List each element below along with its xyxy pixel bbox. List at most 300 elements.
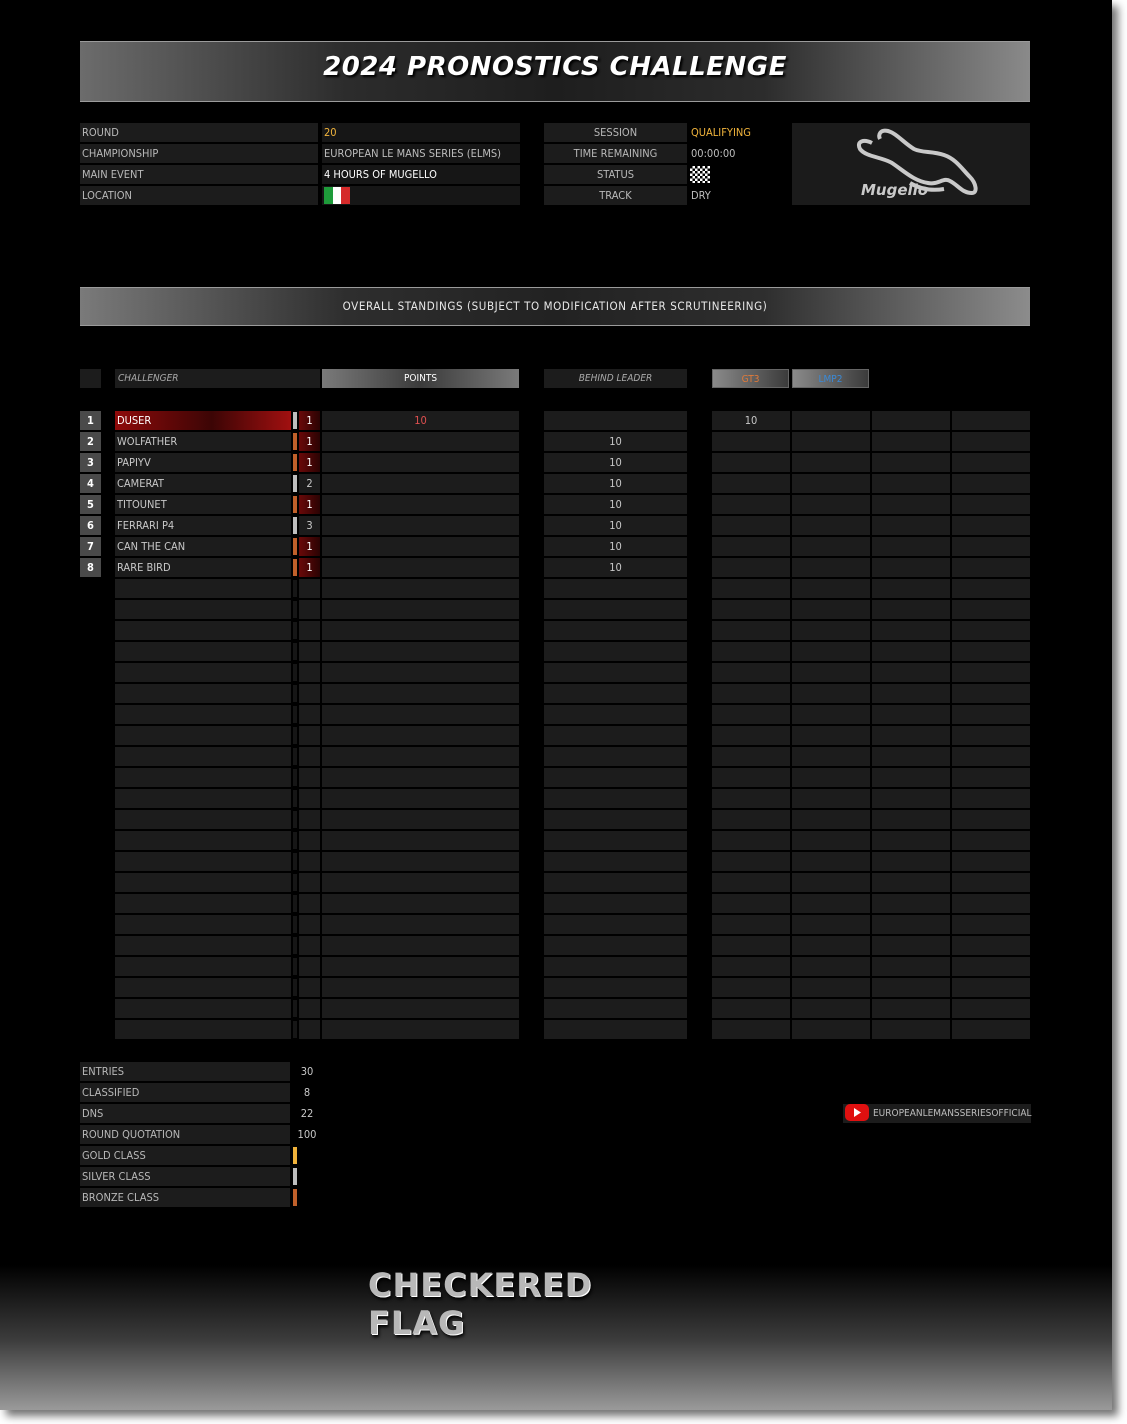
tier-cell-empty [299,978,320,997]
behind-cell-bg [544,894,687,913]
class-stripe [293,475,297,492]
tier-cell: 1 [299,537,320,556]
rank-cell: 1 [80,411,101,430]
behind-cell-bg [544,726,687,745]
points-cell-bg [322,831,519,850]
gold-class-swatch [293,1147,297,1164]
class-cell-bg-2 [872,642,950,661]
class-stripe [293,412,297,429]
behind-cell-bg [544,852,687,871]
class-cell-bg-2 [872,495,950,514]
class-cell-bg-2 [872,537,950,556]
checkered-flag-icon [690,166,710,183]
class-stripe [293,496,297,513]
behind-cell-bg [544,684,687,703]
class-stripe [293,979,297,996]
behind-cell-bg [544,600,687,619]
behind-cell-bg [544,810,687,829]
class-cell-bg-3 [952,600,1030,619]
class-cell-bg-2 [872,579,950,598]
points-value [322,537,519,556]
challenger-name-empty [115,852,291,871]
class-cell-bg-1 [792,516,870,535]
class-cell-bg-1 [792,558,870,577]
class-stripe [293,853,297,870]
info-label-3: LOCATION [80,186,318,205]
info-value-1: EUROPEAN LE MANS SERIES (ELMS) [324,147,502,160]
class-stripe [293,643,297,660]
class-cell-bg-1 [792,978,870,997]
class-stripe [293,895,297,912]
info-label-1: CHAMPIONSHIP [80,144,318,163]
behind-cell-bg [544,873,687,892]
class-cell-bg-3 [952,873,1030,892]
class-cell-bg-0 [712,852,790,871]
behind-cell-bg [544,999,687,1018]
challenger-name-empty [115,579,291,598]
class-cell-bg-0 [712,621,790,640]
class-stripe [293,580,297,597]
rank-cell: 6 [80,516,101,535]
points-cell-bg [322,936,519,955]
behind-leader-value: 10 [609,477,622,490]
stat-label-4: GOLD CLASS [80,1146,290,1165]
class-cell-bg-3 [952,579,1030,598]
class-stripe [293,790,297,807]
class-cell-bg-1 [792,537,870,556]
class-cell-bg-0 [712,978,790,997]
points-cell-bg [322,579,519,598]
class-cell-bg-3 [952,915,1030,934]
stat-label-5: SILVER CLASS [80,1167,290,1186]
stat-label-2: DNS [80,1104,290,1123]
class-cell-bg-1 [792,642,870,661]
class-cell-bg-3 [952,474,1030,493]
class-cell-bg-2 [872,453,950,472]
gt3-points-value [712,453,790,472]
behind-cell-bg [544,978,687,997]
footer-text: CHECKERED FLAG [368,1266,593,1342]
standings-title: OVERALL STANDINGS (SUBJECT TO MODIFICATION AFTER SCRUTINEERING) [342,299,768,313]
challenger-name-empty [115,957,291,976]
class-cell-bg-1 [792,474,870,493]
class-cell-bg-0 [712,705,790,724]
rank-cell: 8 [80,558,101,577]
tier-cell-empty [299,642,320,661]
challenger-header: CHALLENGER [115,369,320,388]
points-cell-bg [322,915,519,934]
rank-cell: 5 [80,495,101,514]
points-cell-bg [322,873,519,892]
points-cell-bg [322,663,519,682]
class-cell-bg-2 [872,600,950,619]
gt3-class-header: GT3 [712,369,789,388]
challenger-name-empty [115,810,291,829]
behind-leader-value: 10 [609,519,622,532]
class-cell-bg-2 [872,768,950,787]
class-cell-bg-2 [872,810,950,829]
youtube-channel: EUROPEANLEMANSSERIESOFFICIAL [873,1108,1032,1119]
info-value-2: 4 HOURS OF MUGELLO [324,168,437,181]
class-cell-bg-1 [792,894,870,913]
class-cell-bg-3 [952,810,1030,829]
stat-value-1: 8 [303,1086,311,1099]
behind-cell-bg [544,831,687,850]
class-stripe [293,706,297,723]
tier-cell-empty [299,726,320,745]
class-cell-bg-0 [712,684,790,703]
tier-cell: 1 [299,411,320,430]
gt3-points-value [712,495,790,514]
class-stripe [293,874,297,891]
tier-cell-empty [299,999,320,1018]
points-cell-bg [322,810,519,829]
challenger-name-empty [115,621,291,640]
class-cell-bg-1 [792,999,870,1018]
behind-cell-bg [544,957,687,976]
class-cell-bg-1 [792,600,870,619]
tier-cell-empty [299,936,320,955]
footer-logo [368,1266,695,1342]
tier-cell-empty [299,1020,320,1039]
gt3-points-value [712,558,790,577]
challenger-name-empty [115,663,291,682]
class-cell-bg-1 [792,621,870,640]
class-cell-bg-1 [792,810,870,829]
class-cell-bg-3 [952,936,1030,955]
info-label-2: MAIN EVENT [80,165,318,184]
rank-cell: 3 [80,453,101,472]
behind-cell-bg [544,579,687,598]
challenger-name[interactable]: PAPIYV [115,453,291,472]
youtube-icon [845,1104,869,1121]
class-cell-bg-1 [792,831,870,850]
info-value-bg-0 [322,123,520,142]
gt3-points-value [712,516,790,535]
class-cell-bg-0 [712,831,790,850]
behind-leader-value: 10 [609,561,622,574]
stat-label-1: CLASSIFIED [80,1083,290,1102]
challenger-name-empty [115,600,291,619]
info-value-bg-3 [322,186,520,205]
class-cell-bg-2 [872,1020,950,1039]
class-cell-bg-1 [792,495,870,514]
class-stripe [293,832,297,849]
class-cell-bg-3 [952,432,1030,451]
class-cell-bg-1 [792,852,870,871]
class-stripe [293,916,297,933]
class-cell-bg-3 [952,957,1030,976]
class-cell-bg-2 [872,663,950,682]
behind-cell-bg [544,705,687,724]
behind-cell-bg [544,936,687,955]
class-cell-bg-2 [872,726,950,745]
track-logo-text: Mugello [861,181,929,199]
tier-cell-empty [299,810,320,829]
rank-cell: 4 [80,474,101,493]
points-value [322,432,519,451]
behind-cell-bg [544,915,687,934]
class-cell-bg-2 [872,432,950,451]
class-cell-bg-1 [792,411,870,430]
points-cell-bg [322,726,519,745]
class-cell-bg-3 [952,1020,1030,1039]
behind-leader-header: BEHIND LEADER [544,369,687,388]
tier-cell-empty [299,831,320,850]
class-cell-bg-3 [952,453,1030,472]
class-stripe [293,433,297,450]
behind-cell-bg [544,789,687,808]
class-stripe [293,958,297,975]
class-cell-bg-0 [712,789,790,808]
class-cell-bg-0 [712,579,790,598]
class-cell-bg-2 [872,684,950,703]
stat-label-0: ENTRIES [80,1062,290,1081]
points-value [322,495,519,514]
info-value-0: 20 [324,126,337,139]
class-cell-bg-3 [952,831,1030,850]
tier-cell-empty [299,873,320,892]
gt3-points-value [712,474,790,493]
stat-value-0: 30 [300,1065,314,1078]
points-cell-bg [322,957,519,976]
class-cell-bg-2 [872,474,950,493]
class-cell-bg-1 [792,705,870,724]
challenger-name[interactable]: WOLFATHER [115,432,291,451]
gt3-points-value: 10 [744,414,758,427]
points-value [322,474,519,493]
rank-cell: 2 [80,432,101,451]
session-value-1: 00:00:00 [691,147,736,160]
class-cell-bg-2 [872,747,950,766]
class-cell-bg-2 [872,621,950,640]
behind-cell-bg [544,621,687,640]
stat-label-3: ROUND QUOTATION [80,1125,290,1144]
points-value [322,516,519,535]
points-cell-bg [322,852,519,871]
class-stripe [293,1000,297,1017]
class-stripe [293,937,297,954]
challenger-name-empty [115,768,291,787]
class-cell-bg-1 [792,432,870,451]
class-cell-bg-3 [952,516,1030,535]
class-cell-bg-0 [712,726,790,745]
tier-cell: 3 [299,516,320,535]
class-cell-bg-3 [952,747,1030,766]
challenger-name-empty [115,789,291,808]
class-stripe [293,559,297,576]
tier-cell-empty [299,957,320,976]
class-cell-bg-2 [872,411,950,430]
class-cell-bg-2 [872,957,950,976]
class-cell-bg-1 [792,873,870,892]
challenger-name-empty [115,642,291,661]
points-cell-bg [322,1020,519,1039]
points-cell-bg [322,684,519,703]
session-value-3: DRY [691,189,711,202]
points-value: 10 [414,414,427,427]
tier-cell: 1 [299,495,320,514]
tier-cell-empty [299,663,320,682]
class-cell-bg-3 [952,558,1030,577]
class-cell-bg-2 [872,789,950,808]
class-cell-bg-1 [792,936,870,955]
gt3-points-value [712,537,790,556]
session-label-1: TIME REMAINING [544,144,687,163]
stat-label-6: BRONZE CLASS [80,1188,290,1207]
class-cell-bg-0 [712,642,790,661]
class-stripe [293,538,297,555]
points-cell-bg [322,621,519,640]
title-banner [80,41,1030,102]
class-cell-bg-0 [712,810,790,829]
class-cell-bg-3 [952,894,1030,913]
class-cell-bg-1 [792,663,870,682]
class-cell-bg-0 [712,957,790,976]
tier-cell-empty [299,768,320,787]
class-stripe [293,622,297,639]
class-cell-bg-2 [872,936,950,955]
class-cell-bg-2 [872,915,950,934]
behind-cell-bg [544,1020,687,1039]
challenger-name[interactable]: TITOUNET [115,495,291,514]
class-stripe [293,748,297,765]
behind-leader-value: 10 [609,456,622,469]
class-cell-bg-3 [952,663,1030,682]
class-cell-bg-2 [872,558,950,577]
challenger-name-empty [115,831,291,850]
points-value [322,453,519,472]
tier-cell-empty [299,852,320,871]
class-cell-bg-1 [792,768,870,787]
class-cell-bg-0 [712,999,790,1018]
class-cell-bg-3 [952,537,1030,556]
challenger-name-empty [115,999,291,1018]
class-cell-bg-3 [952,411,1030,430]
behind-leader-value: 10 [609,498,622,511]
tier-cell-empty [299,789,320,808]
class-cell-bg-0 [712,936,790,955]
class-cell-bg-0 [712,1020,790,1039]
class-cell-bg-2 [872,852,950,871]
challenger-name-empty [115,873,291,892]
behind-leader-value [544,411,687,430]
class-cell-bg-0 [712,600,790,619]
class-cell-bg-0 [712,873,790,892]
points-value [322,558,519,577]
class-cell-bg-1 [792,726,870,745]
challenger-name-empty [115,726,291,745]
tier-cell: 1 [299,558,320,577]
behind-leader-value: 10 [609,540,622,553]
points-cell-bg [322,600,519,619]
challenger-name[interactable]: DUSER [115,411,291,430]
class-cell-bg-1 [792,684,870,703]
class-cell-bg-1 [792,1020,870,1039]
tier-cell-empty [299,747,320,766]
class-cell-bg-0 [712,663,790,682]
info-label-0: ROUND [80,123,318,142]
class-stripe [293,517,297,534]
gt3-points-value [712,432,790,451]
session-label-3: TRACK [544,186,687,205]
points-cell-bg [322,999,519,1018]
class-cell-bg-1 [792,453,870,472]
stat-value-2: 22 [300,1107,314,1120]
tier-cell: 1 [299,453,320,472]
class-cell-bg-0 [712,768,790,787]
class-cell-bg-2 [872,978,950,997]
challenger-name[interactable]: FERRARI P4 [115,516,291,535]
class-cell-bg-3 [952,852,1030,871]
challenger-name[interactable]: CAN THE CAN [115,537,291,556]
class-cell-bg-1 [792,789,870,808]
points-cell-bg [322,705,519,724]
class-cell-bg-2 [872,873,950,892]
class-cell-bg-1 [792,915,870,934]
class-cell-bg-1 [792,957,870,976]
challenger-name-empty [115,915,291,934]
tier-cell: 2 [299,474,320,493]
class-cell-bg-2 [872,894,950,913]
rank-header [80,369,101,388]
tier-cell-empty [299,894,320,913]
class-stripe [293,727,297,744]
challenger-name[interactable]: RARE BIRD [115,558,291,577]
behind-cell-bg [544,768,687,787]
points-cell-bg [322,789,519,808]
tier-cell-empty [299,705,320,724]
class-cell-bg-3 [952,768,1030,787]
session-label-2: STATUS [544,165,687,184]
challenger-name-empty [115,936,291,955]
class-cell-bg-2 [872,705,950,724]
class-stripe [293,811,297,828]
challenger-name-empty [115,705,291,724]
standings-banner [80,287,1030,326]
tier-cell-empty [299,600,320,619]
class-stripe [293,769,297,786]
session-value-0: QUALIFYING [691,126,751,139]
points-cell-bg [322,768,519,787]
class-cell-bg-3 [952,705,1030,724]
tier-cell-empty [299,684,320,703]
class-cell-bg-3 [952,495,1030,514]
challenger-name[interactable]: CAMERAT [115,474,291,493]
class-stripe [293,685,297,702]
youtube-link[interactable] [843,1104,1031,1123]
class-cell-bg-2 [872,999,950,1018]
points-cell-bg [322,747,519,766]
class-cell-bg-3 [952,789,1030,808]
lmp2-class-header: LMP2 [792,369,869,388]
class-cell-bg-3 [952,642,1030,661]
points-header: POINTS [322,369,519,388]
class-cell-bg-0 [712,747,790,766]
class-cell-bg-0 [712,894,790,913]
class-cell-bg-2 [872,516,950,535]
challenger-name-empty [115,1020,291,1039]
class-cell-bg-0 [712,915,790,934]
challenger-name-empty [115,978,291,997]
challenger-name-empty [115,747,291,766]
challenger-name-empty [115,684,291,703]
class-cell-bg-3 [952,684,1030,703]
class-stripe [293,601,297,618]
tier-cell-empty [299,621,320,640]
class-cell-bg-3 [952,999,1030,1018]
class-cell-bg-3 [952,726,1030,745]
